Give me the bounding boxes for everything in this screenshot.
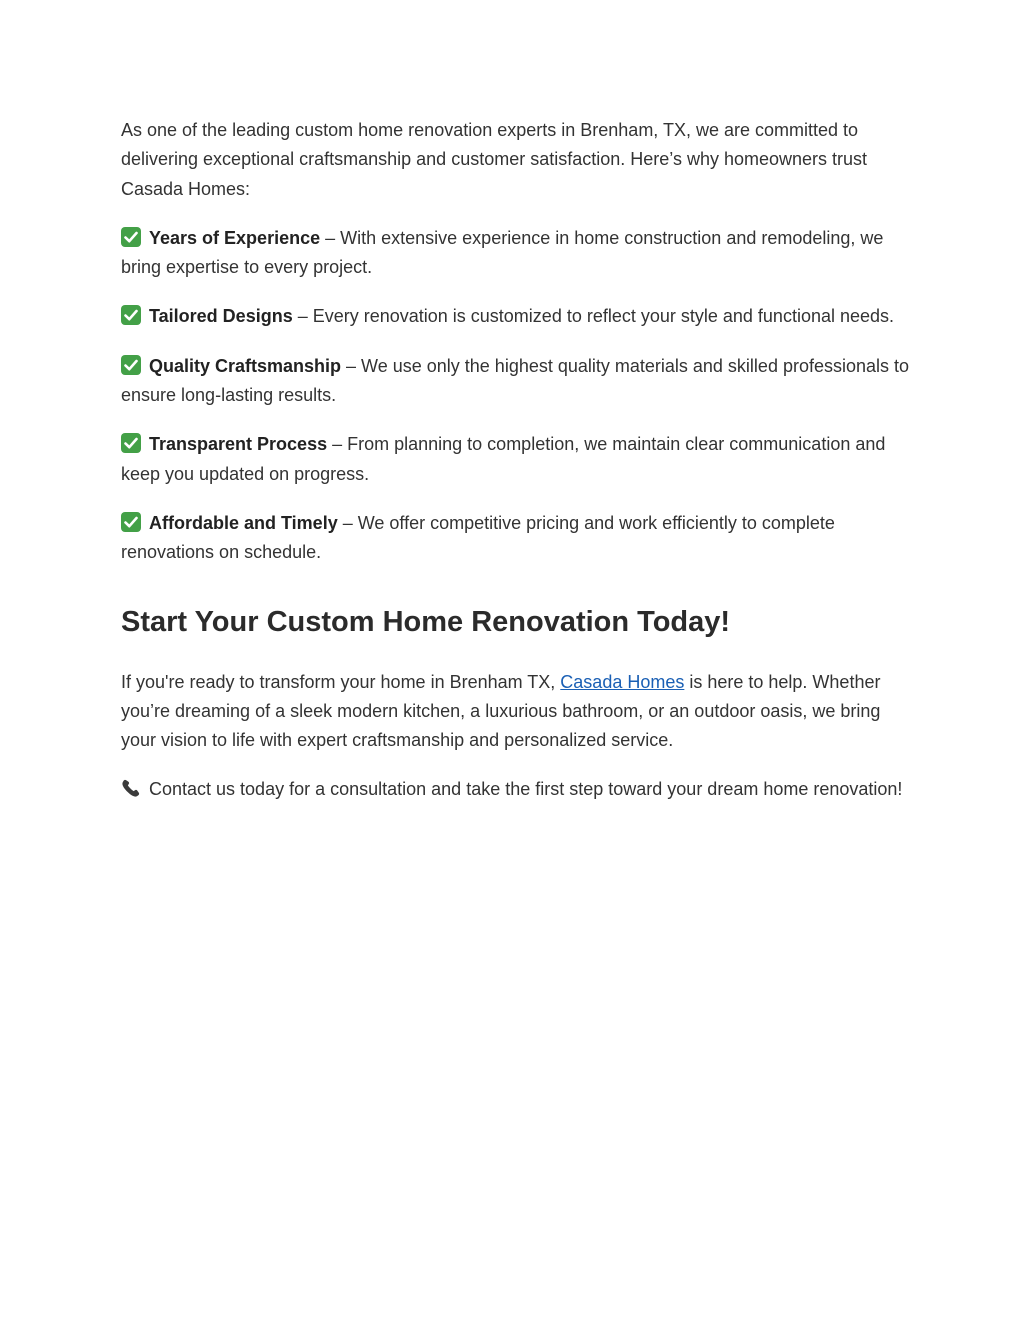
feature-item [121, 302, 911, 331]
feature-text: – From planning to completion, we maintain clear communication and keep you updated on progress. [121, 434, 886, 484]
feature-item [121, 352, 911, 411]
check-mark-icon [121, 512, 141, 532]
feature-text: – We use only the highest quality materials and skilled professionals to ensure long-lasting results. [121, 355, 910, 406]
check-mark-icon [121, 433, 141, 453]
feature-text: – Every renovation is customized to reflect your style and functional needs. [292, 306, 895, 327]
intro-paragraph: As one of the leading custom home renovation experts in Brenham, TX, we are committed to delivering exceptional craftsmanship and customer satisfaction. Here’s why homeowners trust Casada Homes: [121, 120, 868, 199]
cta-text-before: If you're ready to transform your home in Brenham TX, [121, 671, 561, 692]
feature-item [121, 430, 911, 489]
feature-title: Transparent Process [149, 434, 328, 455]
check-mark-icon [121, 355, 141, 375]
contact-paragraph [121, 775, 911, 804]
section-heading: Start Your Custom Home Renovation Today! [121, 605, 731, 638]
check-mark-icon [121, 305, 141, 325]
feature-title: Tailored Designs [149, 306, 293, 327]
cta-paragraph [121, 668, 911, 756]
cta-text-after: is here to help. Whether you’re dreaming of a sleek modern kitchen, a luxurious bathroom, or an outdoor oasis, we bring your vision to life with expert craftsmanship and personalized service. [121, 671, 881, 751]
feature-title: Years of Experience [149, 227, 321, 248]
feature-item [121, 224, 911, 283]
feature-item [121, 509, 911, 568]
check-mark-icon [121, 227, 141, 247]
feature-text: – With extensive experience in home construction and remodeling, we bring expertise to every project. [121, 227, 884, 278]
feature-title: Affordable and Timely [149, 512, 338, 533]
feature-text: – We offer competitive pricing and work efficiently to complete renovations on schedule. [121, 512, 835, 563]
document-body [121, 116, 911, 805]
feature-title: Quality Craftsmanship [149, 355, 342, 376]
casada-homes-link[interactable]: Casada Homes [560, 671, 685, 692]
phone-icon [121, 778, 141, 798]
contact-text: Contact us today for a consultation and take the first step toward your dream home renovation! [149, 779, 903, 800]
